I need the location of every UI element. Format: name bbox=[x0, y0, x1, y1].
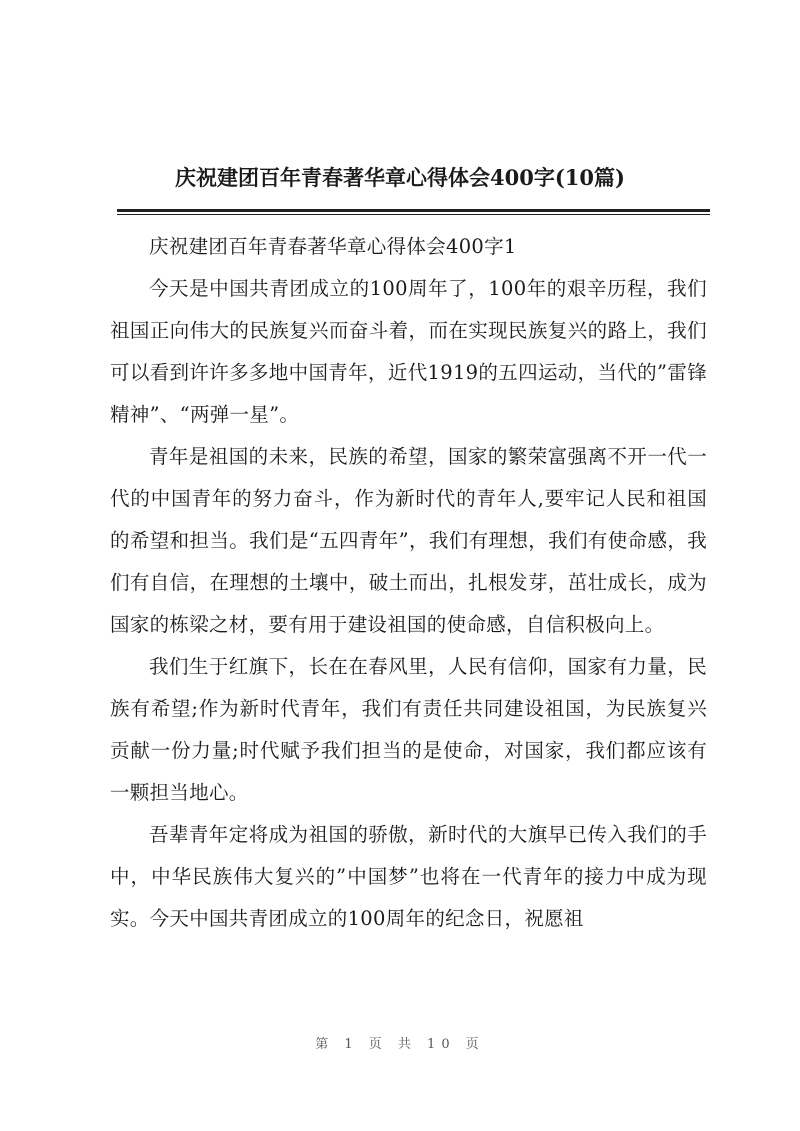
paragraph-3: 我们生于红旗下，长在在春风里，人民有信仰，国家有力量，民族有希望;作为新时代青年，我们有责任共同建设祖国，为民族复兴贡献一份力量;时代赋予我们担当的是使命，对国家，我们都应该有一颗担当地心。 bbox=[110, 655, 707, 804]
document-body bbox=[110, 226, 707, 940]
document-title: 庆祝建团百年青春著华章心得体会400字(10篇) bbox=[175, 165, 625, 190]
title-divider bbox=[117, 209, 710, 212]
page-footer: 第 1 页 共 10 页 bbox=[315, 1037, 485, 1052]
paragraph-4: 吾辈青年定将成为祖国的骄傲，新时代的大旗早已传入我们的手中，中华民族伟大复兴的”中国梦”也将在一代青年的接力中成为现实。今天中国共青团成立的100周年的纪念日，祝愿祖 bbox=[110, 823, 707, 930]
paragraph-2: 青年是祖国的未来，民族的希望，国家的繁荣富强离不开一代一代的中国青年的努力奋斗，作为新时代的青年人,要牢记人民和祖国的希望和担当。我们是“五四青年”，我们有理想，我们有使命感，我们有自信，在理想的土壤中，破土而出，扎根发芽，茁壮成长，成为国家的栋梁之材，要有用于建设祖国的使命感，自信积极向上。 bbox=[110, 445, 707, 636]
title-divider-thin bbox=[117, 214, 710, 215]
paragraph-1: 今天是中国共青团成立的100周年了，100年的艰辛历程，我们祖国正向伟大的民族复兴而奋斗着，而在实现民族复兴的路上，我们可以看到许许多多地中国青年，近代1919的五四运动，当代的”雷锋精神”、“两弹一星”。 bbox=[110, 277, 707, 426]
section-heading: 庆祝建团百年青春著华章心得体会400字1 bbox=[149, 235, 517, 258]
